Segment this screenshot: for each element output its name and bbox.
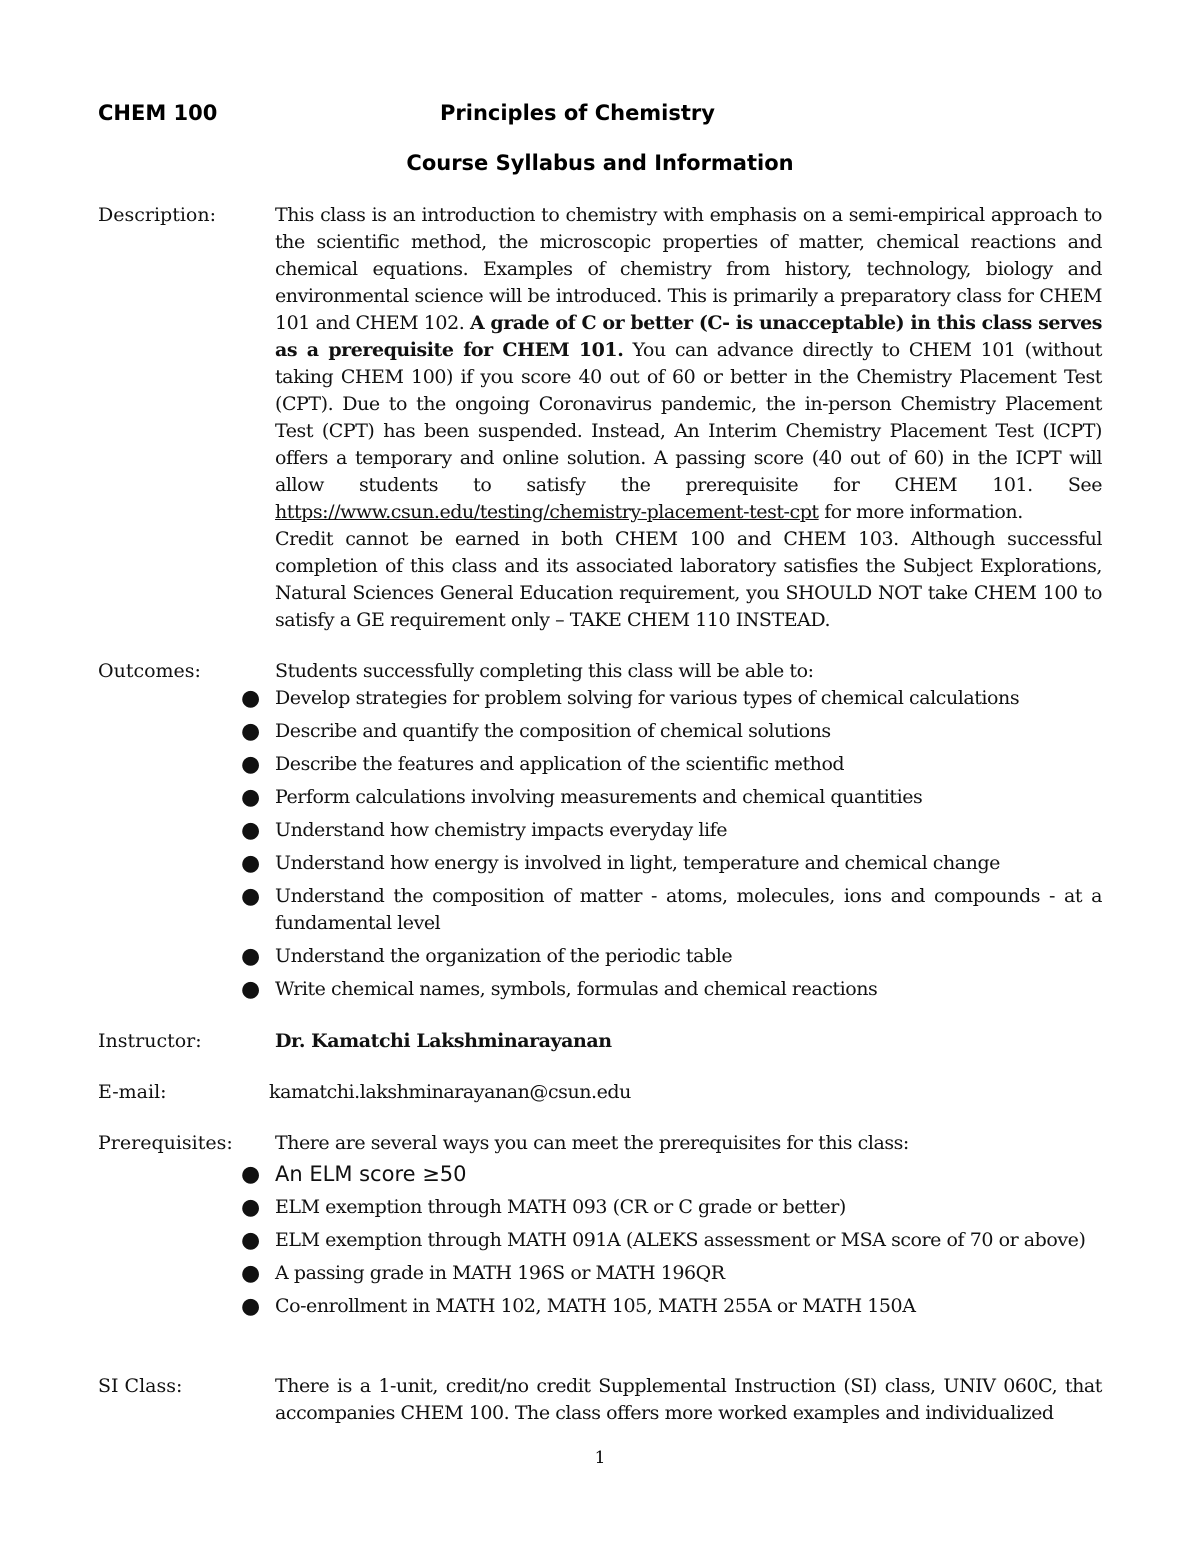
outcome-item: ● Develop strategies for problem solving for various types of chemical calculations <box>275 685 1102 712</box>
description-text-3: for more information. <box>818 501 1023 523</box>
outcome-item: ● Understand how energy is involved in light, temperature and chemical change <box>275 850 1102 877</box>
outcome-item: ● Understand the composition of matter - atoms, molecules, ions and compounds - at a fundamental level <box>275 883 1102 937</box>
description-text <box>275 202 1102 634</box>
outcome-item: ● Describe the features and application of the scientific method <box>275 751 1102 778</box>
email-label: E-mail: <box>98 1081 167 1103</box>
prerequisites-label: Prerequisites: <box>98 1132 233 1154</box>
prerequisite-item: ● ELM exemption through MATH 093 (CR or C grade or better) <box>275 1194 1102 1221</box>
course-name: Principles of Chemistry <box>440 101 715 125</box>
placement-test-link[interactable]: https://www.csun.edu/testing/chemistry-placement-test-cpt <box>275 501 819 523</box>
outcomes-content <box>275 658 1102 1003</box>
outcome-item: ● Write chemical names, symbols, formulas and chemical reactions <box>275 976 1102 1003</box>
instructor-label: Instructor: <box>98 1030 202 1052</box>
outcomes-label: Outcomes: <box>98 660 201 682</box>
prerequisite-item: ● An ELM score ≥50 <box>275 1161 1102 1188</box>
outcomes-list <box>275 685 1102 1003</box>
outcomes-section <box>98 658 1102 1003</box>
prerequisite-item: ● A passing grade in MATH 196S or MATH 196QR <box>275 1260 1102 1287</box>
si-class-section <box>98 1373 1102 1427</box>
description-credit-paragraph: Credit cannot be earned in both CHEM 100 and CHEM 103. Although successful completion of this class and its associated laboratory satisfies the Subject Explorations, Natural Sciences General Education requirement, you SHOULD NOT take CHEM 100 to satisfy a GE requirement only – TAKE CHEM 110 INSTEAD. <box>275 528 1102 631</box>
description-paragraph <box>275 202 1102 526</box>
si-class-text: There is a 1-unit, credit/no credit Supplemental Instruction (SI) class, UNIV 060C, that accompanies CHEM 100. The class offers more worked examples and individualized <box>275 1375 1102 1424</box>
description-text-2: You can advance directly to CHEM 101 (without taking CHEM 100) if you score 40 out of 60 or better in the Chemistry Placement Test (CPT). Due to the ongoing Coronavirus pandemic, the in-person Chemistry Placement Test (CPT) has been suspended. Instead, An Interim Chemistry Placement Test (ICPT) offers a temporary and online solution. A passing score (40 out of 60) in the ICPT will allow students to satisfy the prerequisite for CHEM 101. See <box>275 339 1102 496</box>
email-address[interactable]: kamatchi.lakshminarayanan@csun.edu <box>269 1081 631 1103</box>
description-section <box>98 202 1102 634</box>
prerequisites-intro: There are several ways you can meet the prerequisites for this class: <box>275 1132 909 1154</box>
outcome-item: ● Understand the organization of the periodic table <box>275 943 1102 970</box>
instructor-name: Dr. Kamatchi Lakshminarayanan <box>275 1030 612 1052</box>
si-class-label: SI Class: <box>98 1375 183 1397</box>
email-section <box>98 1079 1102 1106</box>
outcome-item: ● Describe and quantify the composition of chemical solutions <box>275 718 1102 745</box>
description-bold-text: A grade of C or better (C- is unacceptable) in this class serves as a prerequisite for CHEM 101. <box>275 312 1103 361</box>
outcomes-intro: Students successfully completing this class will be able to: <box>275 660 814 682</box>
instructor-section <box>98 1028 1102 1055</box>
outcome-item: ● Understand how chemistry impacts everyday life <box>275 817 1102 844</box>
prerequisites-section <box>98 1130 1102 1320</box>
prerequisite-item: ● ELM exemption through MATH 091A (ALEKS assessment or MSA score of 70 or above) <box>275 1227 1102 1254</box>
prerequisite-item: ● Co-enrollment in MATH 102, MATH 105, MATH 255A or MATH 150A <box>275 1293 1102 1320</box>
description-label: Description: <box>98 204 216 226</box>
page-number: 1 <box>594 1448 606 1468</box>
prerequisites-list <box>275 1161 1102 1320</box>
outcome-item: ● Perform calculations involving measurements and chemical quantities <box>275 784 1102 811</box>
course-code: CHEM 100 <box>98 101 218 125</box>
syllabus-title: Course Syllabus and Information <box>406 151 794 175</box>
prerequisites-content <box>275 1130 1102 1320</box>
description-text-1: This class is an introduction to chemistry with emphasis on a semi-empirical approach to the scientific method, the microscopic properties of matter, chemical reactions and chemical equations. Examples of chemistry from history, technology, biology and environmental science will be introduced. This is primarily a preparatory class for CHEM 101 and CHEM 102. <box>275 204 1102 334</box>
